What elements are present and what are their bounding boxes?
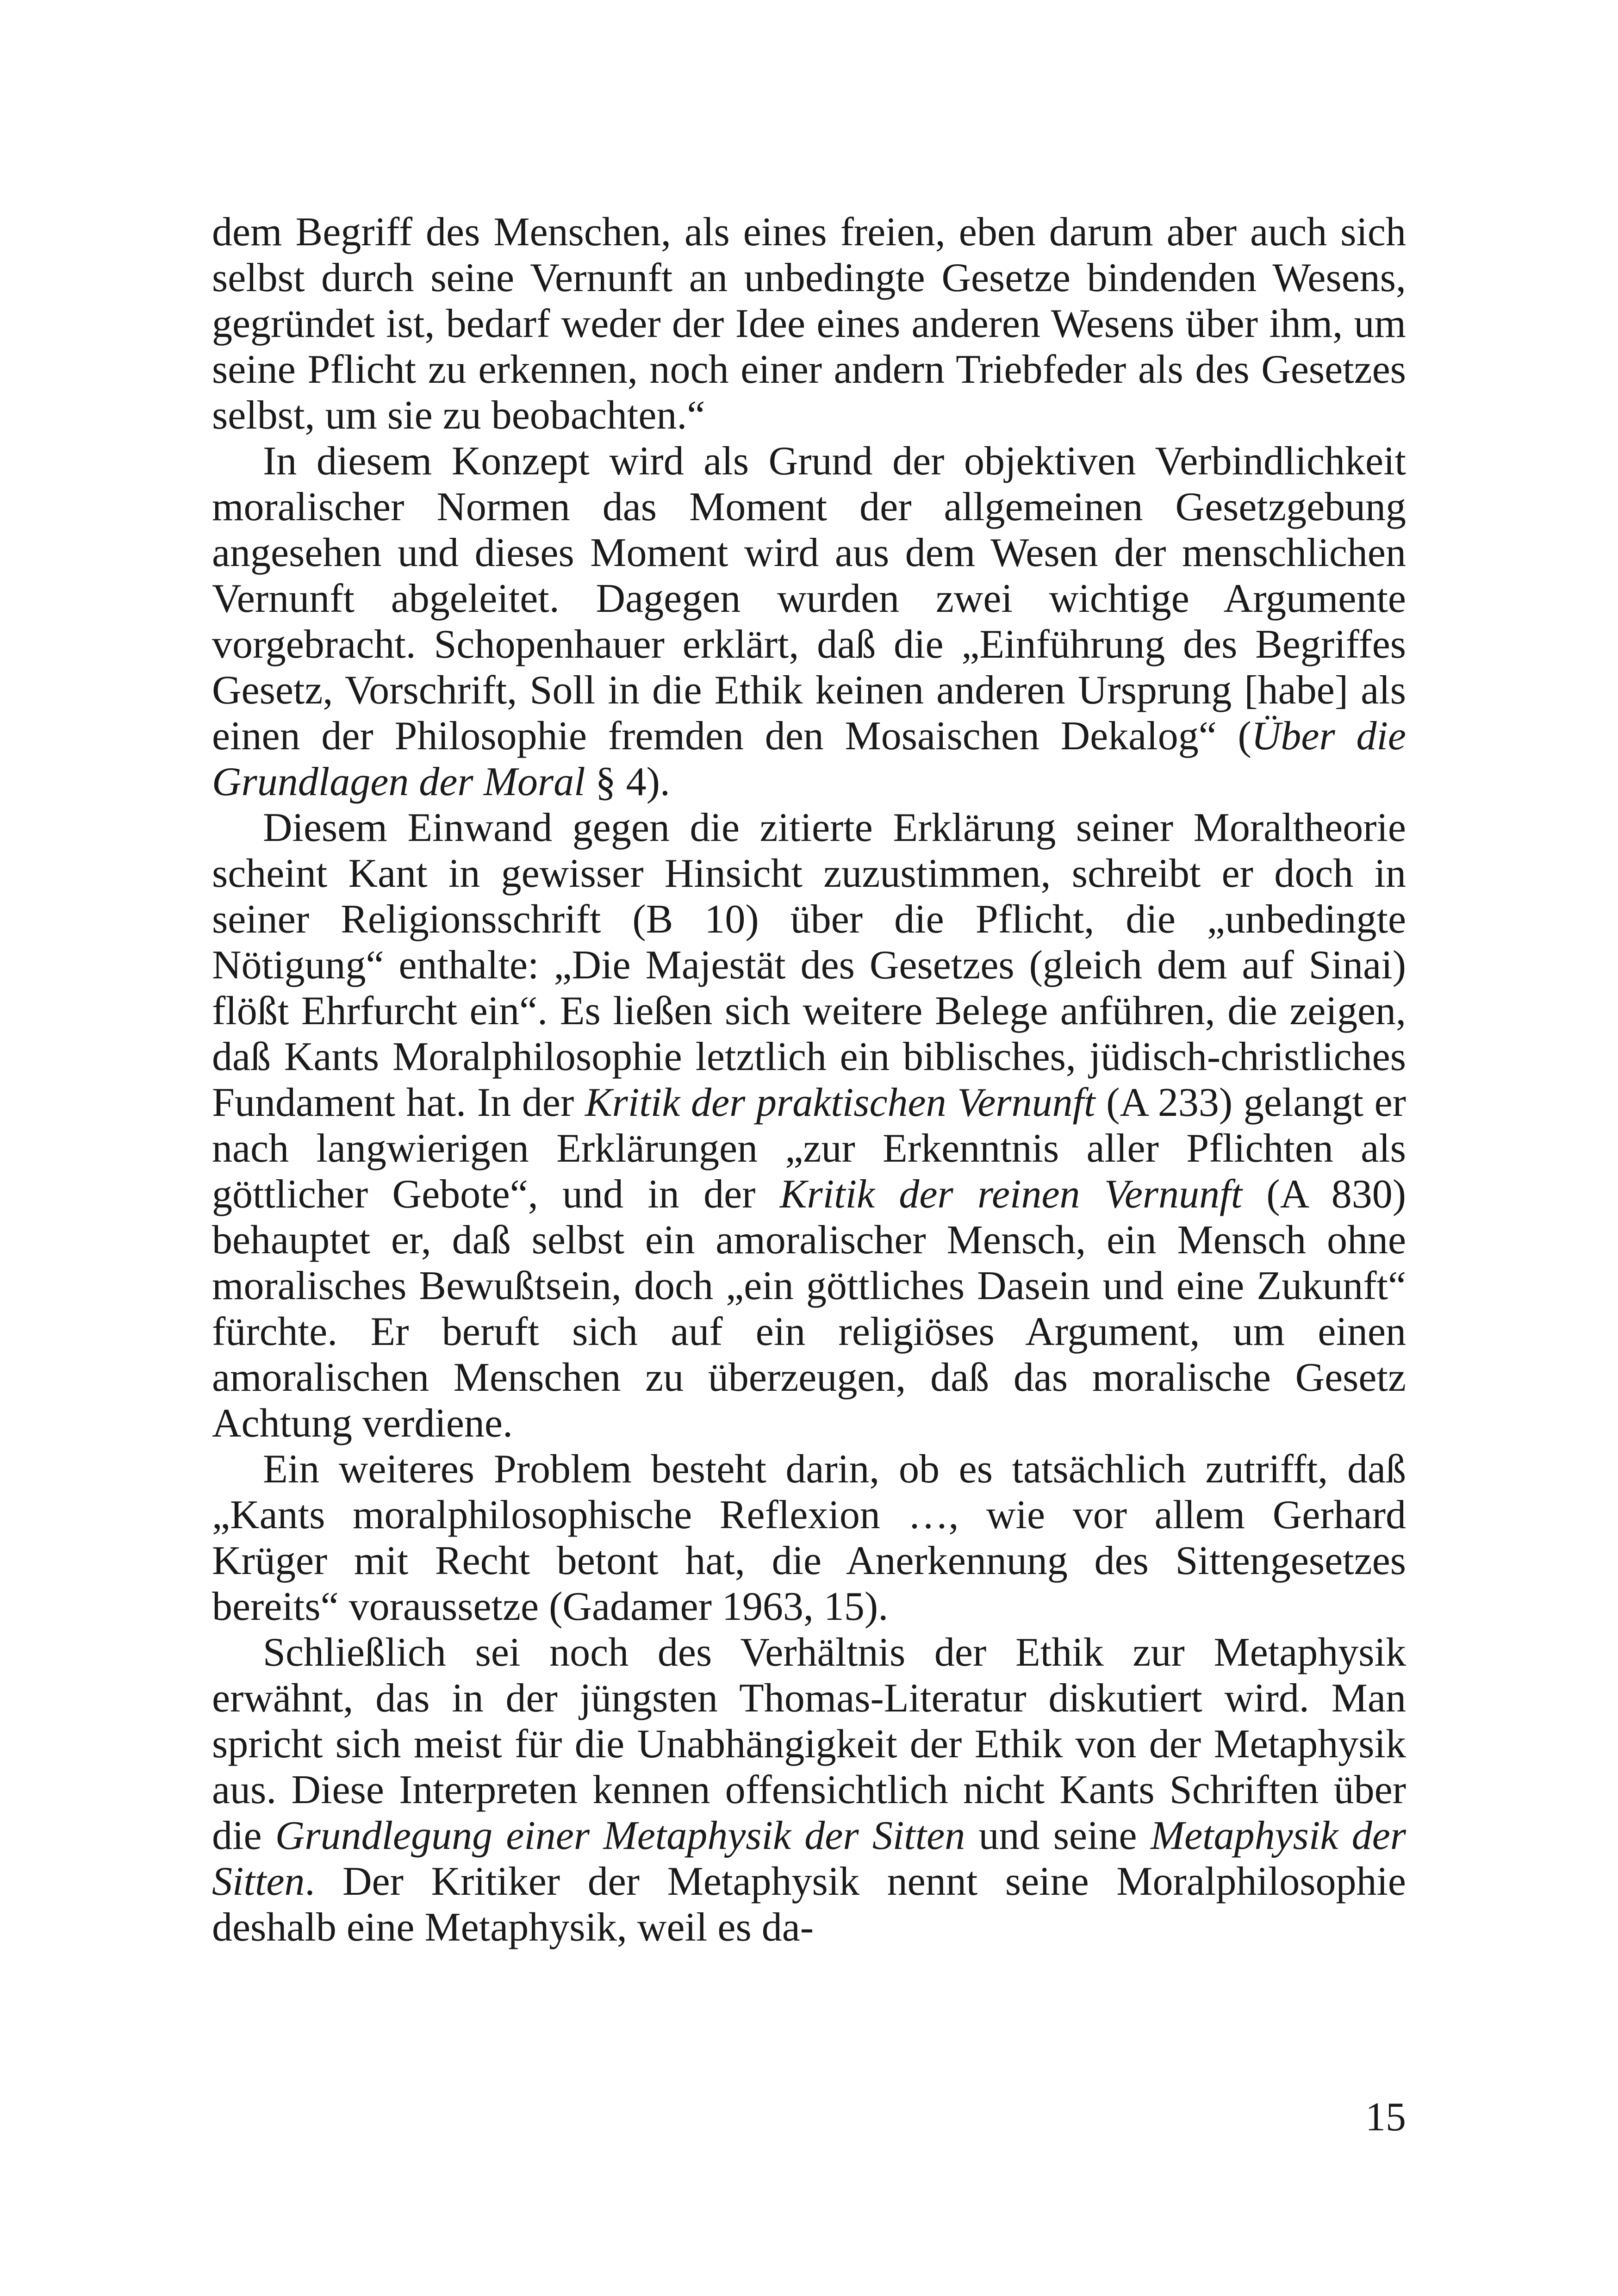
paragraph: [212, 209, 1406, 438]
text-run: und seine: [965, 1813, 1151, 1858]
text-run: dem Begriff des Menschen, als eines freien, eben darum aber auch sich selbst durch seine Vernunft an unbedingte Gesetze bindenden Wesens, gegründet ist, bedarf weder der Idee eines anderen Wesens über ihm, um seine Pflicht zu erkennen, noch einer andern Triebfeder als des Gesetzes selbst, um sie zu beobachten.“: [212, 210, 1406, 438]
text-run: Ein weiteres Problem besteht darin, ob es tatsächlich zutrifft, daß „Kants moralphilosophische Reflexion …, wie vor allem Gerhard Krüger mit Recht betont hat, die Anerkennung des Sittengesetzes bereits“ voraussetze (Gadamer 1963, 15).: [212, 1447, 1406, 1629]
text-run: Diesem Einwand gegen die zitierte Erklärung seiner Moraltheorie scheint Kant in gewisser Hinsicht zuzustimmen, schreibt er doch in seiner Religionsschrift (B 10) über die Pflicht, die „unbedingte Nötigung“ enthalte: „Die Majestät des Gesetzes (gleich dem auf Sinai) flößt Ehrfurcht ein“. Es ließen sich weitere Belege anführen, die zeigen, daß Kants Moralphilosophie letztlich ein biblisches, jüdisch-christliches Fundament hat. In der: [212, 805, 1406, 1125]
body-text: [212, 209, 1406, 1950]
paragraph: [212, 1630, 1406, 1950]
italic-title: Metaphysik der Sitten: [212, 1813, 1406, 1904]
italic-title: Kritik der praktischen Vernunft: [585, 1080, 1095, 1125]
paragraph: [212, 1446, 1406, 1630]
page-number: 15: [1365, 2095, 1406, 2140]
italic-title: Kritik der reinen Vernunft: [779, 1172, 1243, 1217]
text-run: Schließlich sei noch des Verhältnis der Ethik zur Metaphysik erwähnt, das in der jüngsten Thomas-Literatur diskutiert wird. Man spricht sich meist für die Unabhängigkeit der Ethik von der Metaphysik aus. Diese Interpreten kennen offensichtlich nicht Kants Schriften über die: [212, 1630, 1406, 1858]
italic-title: Grundlegung einer Metaphysik der Sitten: [275, 1813, 965, 1858]
text-run: In diesem Konzept wird als Grund der objektiven Verbindlichkeit moralischer Normen das Moment der allgemeinen Gesetzgebung angesehen und dieses Moment wird aus dem Wesen der menschlichen Vernunft abgeleitet. Dagegen wurden zwei wichtige Argumente vorgebracht. Schopenhauer erklärt, daß die „Einführung des Begriffes Gesetz, Vorschrift, Soll in die Ethik keinen anderen Ursprung [habe] als einen der Philosophie fremden den Mosaischen Dekalog“ (: [212, 439, 1406, 759]
paragraph: [212, 438, 1406, 805]
text-run: § 4).: [585, 759, 670, 804]
text-run: . Der Kritiker der Metaphysik nennt seine Moralphilosophie deshalb eine Metaphysik, weil es da-: [212, 1859, 1406, 1950]
italic-title: Über die Grundlagen der Moral: [212, 714, 1406, 804]
paragraph: [212, 805, 1406, 1446]
text-run: (A 830) behauptet er, daß selbst ein amoralischer Mensch, ein Mensch ohne moralisches Bewußtsein, doch „ein göttliches Dasein und eine Zukunft“ fürchte. Er beruft sich auf ein religiöses Argument, um einen amoralischen Menschen zu überzeugen, daß das moralische Gesetz Achtung verdiene.: [212, 1172, 1406, 1446]
text-run: (A 233) gelangt er nach langwierigen Erklärungen „zur Erkenntnis aller Pflichten als göttlicher Gebote“, und in der: [212, 1080, 1406, 1217]
